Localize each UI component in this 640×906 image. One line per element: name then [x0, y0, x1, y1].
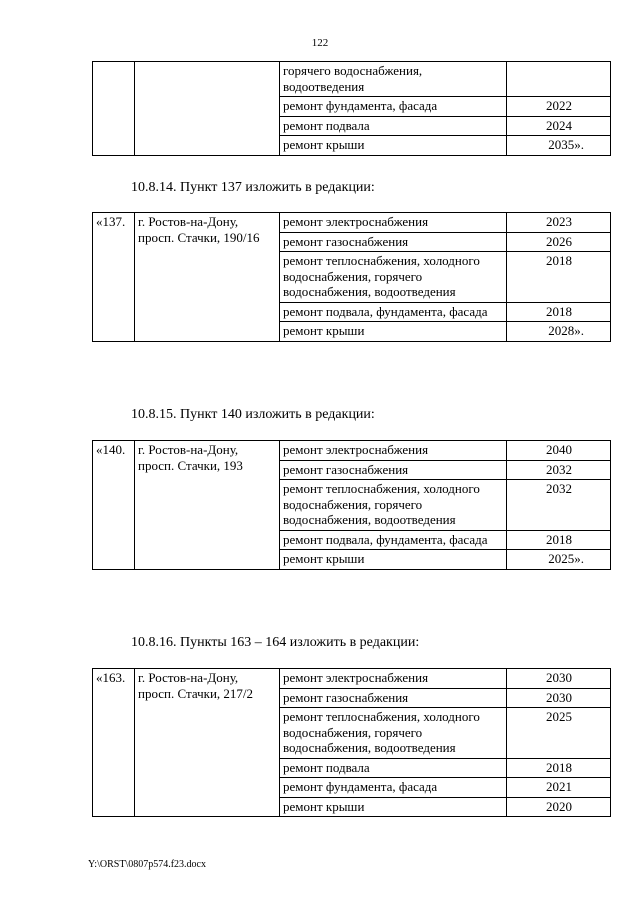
year-cell: 2018 [507, 252, 611, 303]
work-cell: ремонт подвала, фундамента, фасада [280, 302, 507, 322]
work-cell: ремонт фундамента, фасада [280, 778, 507, 798]
year-cell: 2022 [507, 97, 611, 117]
work-cell: ремонт подвала, фундамента, фасада [280, 530, 507, 550]
year-cell: 2026 [507, 232, 611, 252]
section-heading: 10.8.16. Пункты 163 – 164 изложить в редакции: [131, 635, 420, 650]
item-number: «163. [93, 669, 135, 817]
work-cell: ремонт крыши [280, 322, 507, 342]
work-cell: ремонт теплоснабжения, холодного водоснабжения, горячего водоснабжения, водоотведения [280, 480, 507, 531]
item-163-table [92, 668, 611, 817]
year-cell: 2024 [507, 116, 611, 136]
item-137-table [92, 212, 611, 342]
work-cell: ремонт крыши [280, 136, 507, 156]
page-number: 122 [311, 37, 329, 49]
item-address: г. Ростов-на-Дону, просп. Стачки, 190/16 [135, 213, 280, 342]
number-cell [93, 62, 135, 156]
year-cell: 2023 [507, 213, 611, 233]
work-cell: ремонт газоснабжения [280, 460, 507, 480]
work-cell: ремонт электроснабжения [280, 213, 507, 233]
work-cell: ремонт теплоснабжения, холодного водоснабжения, горячего водоснабжения, водоотведения [280, 252, 507, 303]
item-address: г. Ростов-на-Дону, просп. Стачки, 193 [135, 441, 280, 570]
work-cell: ремонт крыши [280, 797, 507, 817]
work-cell: ремонт электроснабжения [280, 441, 507, 461]
item-address: г. Ростов-на-Дону, просп. Стачки, 217/2 [135, 669, 280, 817]
address-cell [135, 62, 280, 156]
work-cell: ремонт подвала [280, 758, 507, 778]
year-cell: 2020 [507, 797, 611, 817]
year-cell: 2030 [507, 688, 611, 708]
file-path-footer: Y:\ORST\0807p574.f23.docx [88, 859, 206, 870]
work-cell: ремонт подвала [280, 116, 507, 136]
table-row [93, 62, 611, 97]
work-cell: горячего водоснабжения, водоотведения [280, 62, 507, 97]
table-row [93, 669, 611, 689]
work-cell: ремонт фундамента, фасада [280, 97, 507, 117]
year-cell: 2030 [507, 669, 611, 689]
section-heading: 10.8.15. Пункт 140 изложить в редакции: [131, 407, 375, 422]
year-cell: 2021 [507, 778, 611, 798]
work-cell: ремонт газоснабжения [280, 688, 507, 708]
year-cell: 2040 [507, 441, 611, 461]
section-heading: 10.8.14. Пункт 137 изложить в редакции: [131, 180, 375, 195]
year-cell [507, 62, 611, 97]
work-cell: ремонт электроснабжения [280, 669, 507, 689]
year-cell: 2018 [507, 302, 611, 322]
year-cell: 2028». [507, 322, 611, 342]
continuation-table [92, 61, 611, 156]
year-cell: 2025 [507, 708, 611, 759]
work-cell: ремонт газоснабжения [280, 232, 507, 252]
year-cell: 2018 [507, 530, 611, 550]
table-row [93, 213, 611, 233]
item-number: «137. [93, 213, 135, 342]
year-cell: 2018 [507, 758, 611, 778]
work-cell: ремонт крыши [280, 550, 507, 570]
year-cell: 2035». [507, 136, 611, 156]
item-140-table [92, 440, 611, 570]
year-cell: 2032 [507, 480, 611, 531]
table-row [93, 441, 611, 461]
work-cell: ремонт теплоснабжения, холодного водоснабжения, горячего водоснабжения, водоотведения [280, 708, 507, 759]
item-number: «140. [93, 441, 135, 570]
year-cell: 2032 [507, 460, 611, 480]
year-cell: 2025». [507, 550, 611, 570]
